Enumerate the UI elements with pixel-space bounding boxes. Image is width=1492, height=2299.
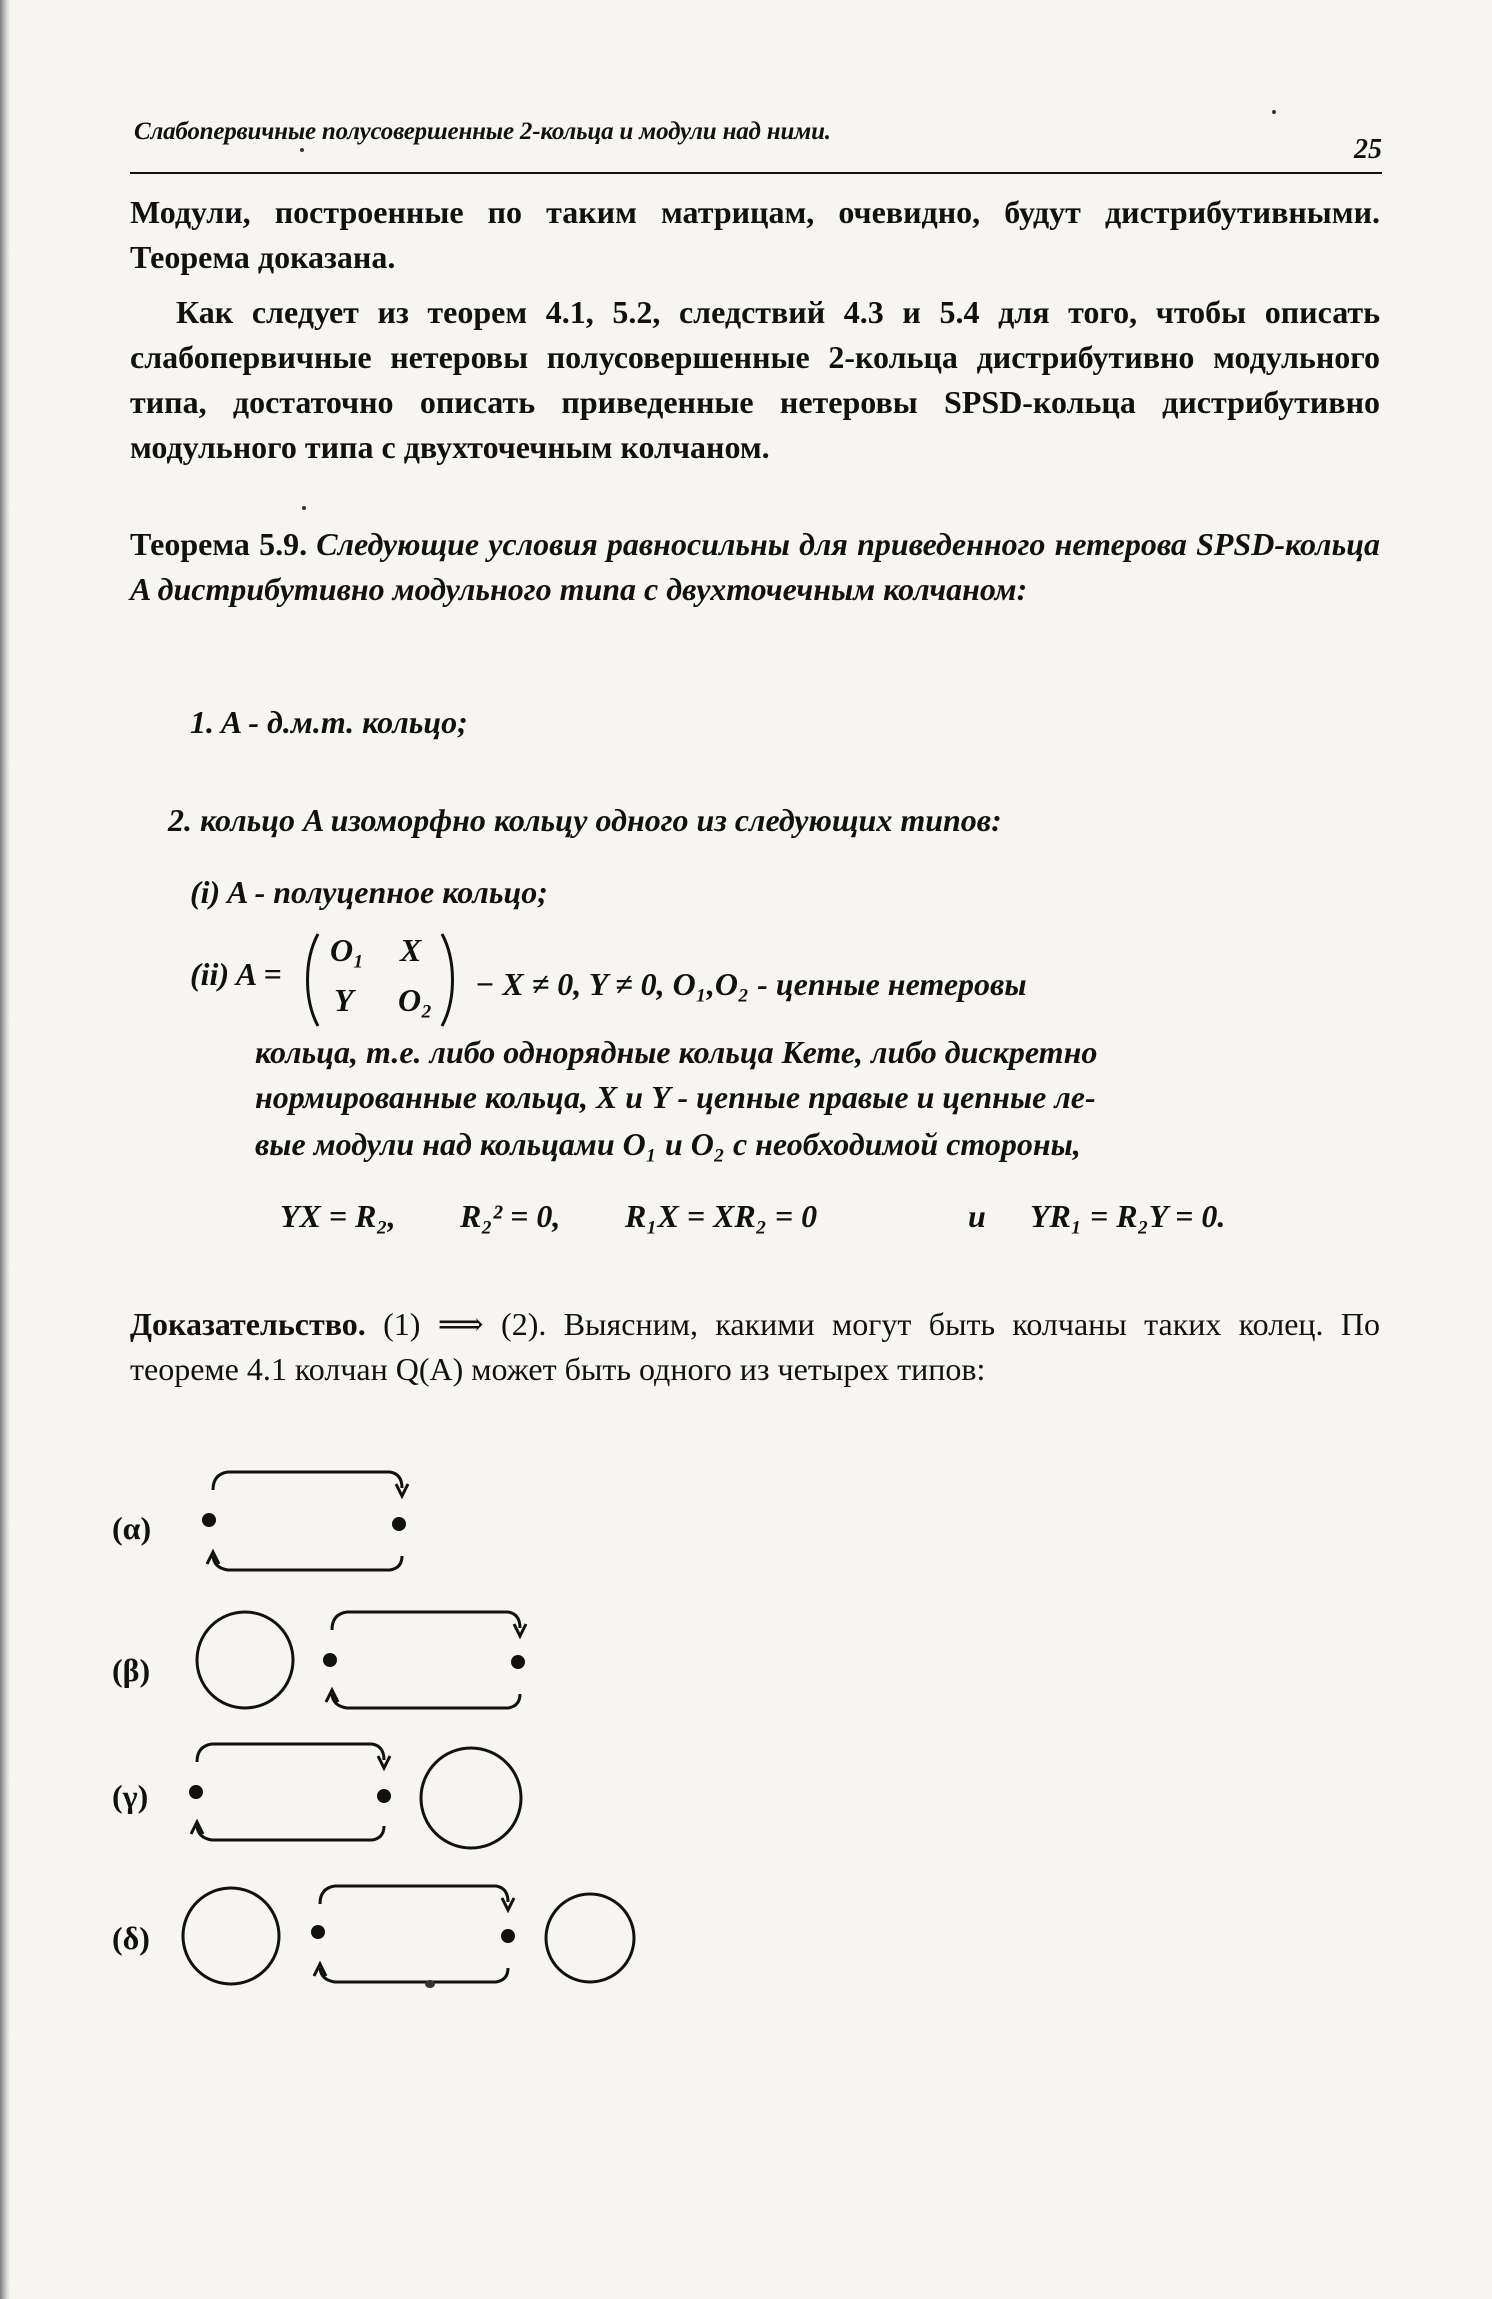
- quiver-label-gamma: (γ): [112, 1778, 149, 1814]
- vertex-delta-1: [311, 1925, 325, 1939]
- theorem-item-2: 2. кольцо A изоморфно кольцу одного из следующих типов:: [168, 802, 1002, 838]
- theorem-item-1: 1. A - д.м.т. кольцо;: [190, 704, 468, 740]
- case-ii-continuation-3: вые модули над кольцами O₁ и O₂ с необходимой стороны,: [255, 1126, 1081, 1162]
- case-ii-continuation-1: кольца, т.е. либо однорядные кольца Кете, либо дискретно: [255, 1034, 1098, 1070]
- case-ii-continuation-2: нормированные кольца, X и Y - цепные правые и цепные ле-: [255, 1079, 1096, 1115]
- formula-yr1: YR₁ = R₂Y = 0.: [1030, 1198, 1226, 1234]
- formula-r2-squared: R₂² = 0,: [460, 1198, 561, 1234]
- quiver-label-delta: (δ): [112, 1920, 150, 1956]
- matrix-a21: Y: [334, 982, 354, 1018]
- scan-speck: [300, 148, 304, 152]
- theorem-statement: Следующие условия равносильны для приведенного нетерова SPSD-кольца A дистрибутивно модульного типа с двухточечным колчаном:: [130, 526, 1381, 607]
- matrix-a11: O₁: [330, 932, 365, 968]
- theorem-label: Теорема 5.9.: [130, 526, 308, 562]
- running-title: Слабопервичные полусовершенные 2-кольца и модули над ними.: [134, 118, 831, 145]
- page-number: 25: [1354, 134, 1382, 165]
- proof-label: Доказательство.: [130, 1306, 366, 1342]
- vertex-alpha-1: [202, 1513, 216, 1527]
- scan-speck: [425, 1980, 435, 1988]
- vertex-beta-2: [511, 1655, 525, 1669]
- paragraph-2: Как следует из теорем 4.1, 5.2, следствий 4.3 и 5.4 для того, чтобы описать слабопервичные нетеровы полусовершенные 2-кольца дистрибутивно модульного типа, достаточно описать приведенные нетеровы SPSD-кольца дистрибутивно модульного типа с двухточечным колчаном.: [130, 294, 1380, 465]
- vertex-gamma-1: [189, 1785, 203, 1799]
- quiver-beta: [197, 1612, 526, 1708]
- quiver-label-beta: (β): [112, 1652, 151, 1688]
- quiver-gamma: [191, 1744, 521, 1848]
- formula-conjunction: и: [968, 1198, 986, 1234]
- quiver-alpha: [207, 1472, 408, 1570]
- matrix-a12: X: [400, 932, 422, 968]
- quiver-delta: [183, 1886, 634, 1984]
- scan-speck: [302, 506, 306, 510]
- vertex-gamma-2: [377, 1789, 391, 1803]
- vertex-beta-1: [323, 1653, 337, 1667]
- theorem-case-i: (i) A - полуцепное кольцо;: [190, 874, 548, 910]
- matrix-a22: O₂: [398, 982, 433, 1018]
- vertex-delta-2: [501, 1929, 515, 1943]
- paragraph-1: Модули, построенные по таким матрицам, очевидно, будут дистрибутивными. Теорема доказана.: [130, 194, 1380, 275]
- case-ii-tail: − X ≠ 0, Y ≠ 0, O₁,O₂ - цепные нетеровы: [475, 966, 1027, 1002]
- proof-text: (1) ⟹ (2). Выясним, какими могут быть колчаны таких колец. По теореме 4.1 колчан Q(A) может быть одного из четырех типов:: [130, 1306, 1381, 1387]
- case-ii-lead: (ii) A =: [190, 956, 282, 992]
- scan-speck: [1272, 110, 1276, 114]
- vertex-alpha-2: [392, 1517, 406, 1531]
- formula-r1x: R₁X = XR₂ = 0: [625, 1198, 818, 1234]
- formula-yx: YX = R₂,: [280, 1198, 396, 1234]
- quiver-label-alpha: (α): [112, 1510, 152, 1546]
